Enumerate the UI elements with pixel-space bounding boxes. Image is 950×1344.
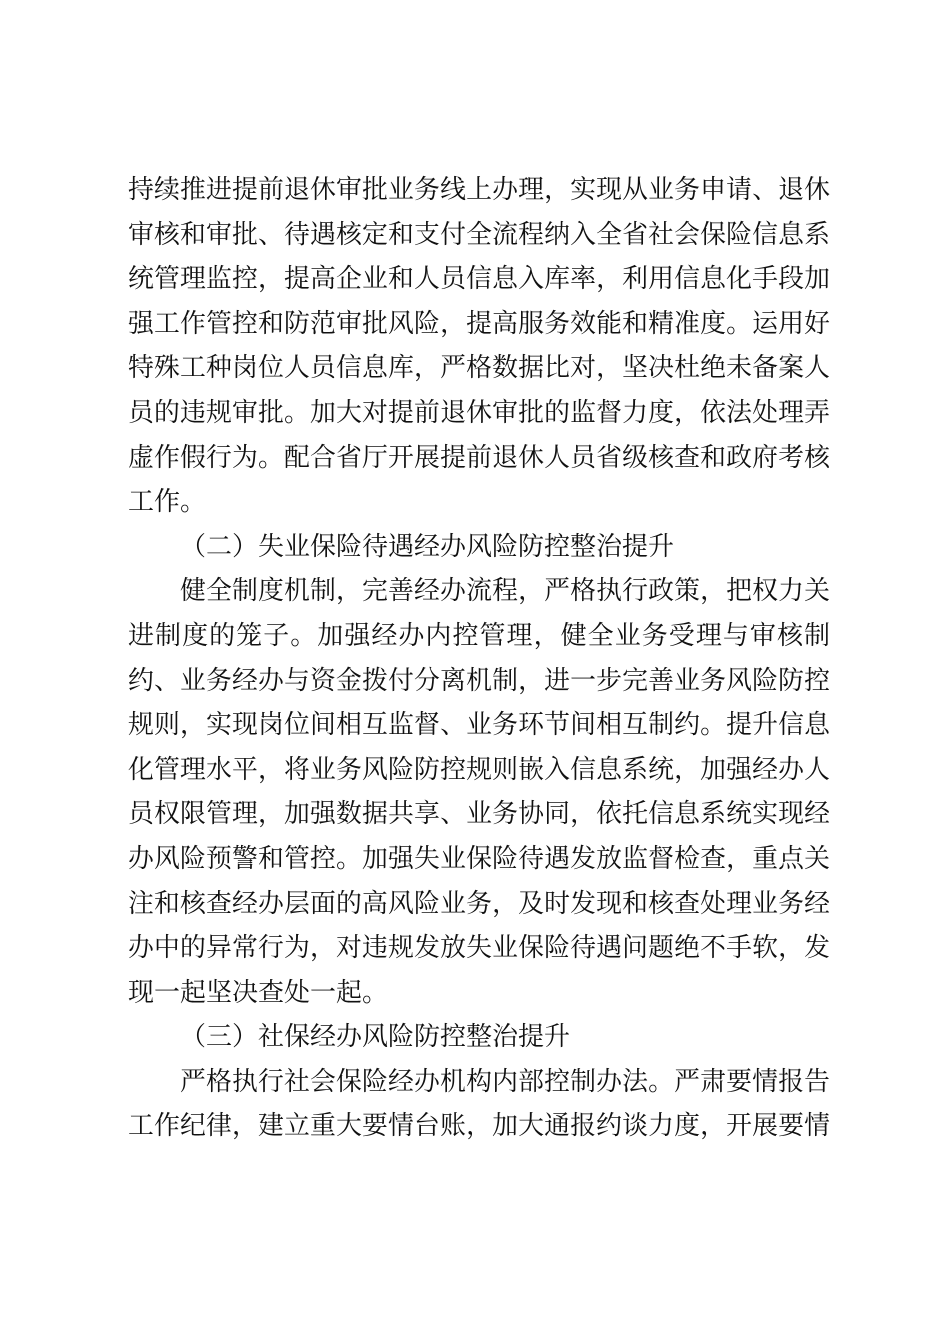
text-line: 现一起坚决查处一起。 — [128, 977, 389, 1008]
text-line: 审核和审批、待遇核定和支付全流程纳入全省社会保险信息系 — [128, 219, 830, 250]
paragraph-unemployment-insurance — [128, 569, 830, 1015]
section-heading: （二）失业保险待遇经办风险防控整治提升 — [180, 531, 675, 562]
text-line: 健全制度机制，完善经办流程，严格执行政策，把权力关 — [180, 576, 830, 607]
section-heading-social-security — [128, 1015, 830, 1060]
text-line: 员的违规审批。加大对提前退休审批的监督力度，依法处理弄 — [128, 397, 830, 428]
section-heading-unemployment — [128, 525, 830, 570]
text-line: 虚作假行为。配合省厅开展提前退休人员省级核查和政府考核 — [128, 442, 830, 473]
text-line: 工作纪律，建立重大要情台账，加大通报约谈力度，开展要情 — [128, 1111, 830, 1142]
paragraph-retirement-approval — [128, 168, 830, 525]
text-line: 工作。 — [128, 487, 207, 518]
text-line: 规则，实现岗位间相互监督、业务环节间相互制约。提升信息 — [128, 710, 830, 741]
text-line: 严格执行社会保险经办机构内部控制办法。严肃要情报告 — [180, 1066, 830, 1097]
text-line: 持续推进提前退休审批业务线上办理，实现从业务申请、退休 — [128, 175, 830, 205]
text-line: 员权限管理，加强数据共享、业务协同，依托信息系统实现经 — [128, 799, 830, 830]
text-line: 约、业务经办与资金拨付分离机制，进一步完善业务风险防控 — [128, 665, 830, 696]
text-line: 统管理监控，提高企业和人员信息入库率，利用信息化手段加 — [128, 264, 830, 295]
text-line: 强工作管控和防范审批风险，提高服务效能和精准度。运用好 — [128, 308, 830, 339]
text-line: 进制度的笼子。加强经办内控管理，健全业务受理与审核制 — [128, 620, 830, 651]
paragraph-social-security-control — [128, 1060, 830, 1149]
text-line: 特殊工种岗位人员信息库，严格数据比对，坚决杜绝未备案人 — [128, 353, 830, 384]
text-line: 办中的异常行为，对违规发放失业保险待遇问题绝不手软，发 — [128, 933, 830, 964]
text-line: 注和核查经办层面的高风险业务，及时发现和核查处理业务经 — [128, 888, 830, 919]
section-heading: （三）社保经办风险防控整治提升 — [180, 1022, 571, 1053]
document-body — [128, 168, 830, 1149]
text-line: 办风险预警和管控。加强失业保险待遇发放监督检查，重点关 — [128, 843, 830, 874]
text-line: 化管理水平，将业务风险防控规则嵌入信息系统，加强经办人 — [128, 754, 830, 785]
